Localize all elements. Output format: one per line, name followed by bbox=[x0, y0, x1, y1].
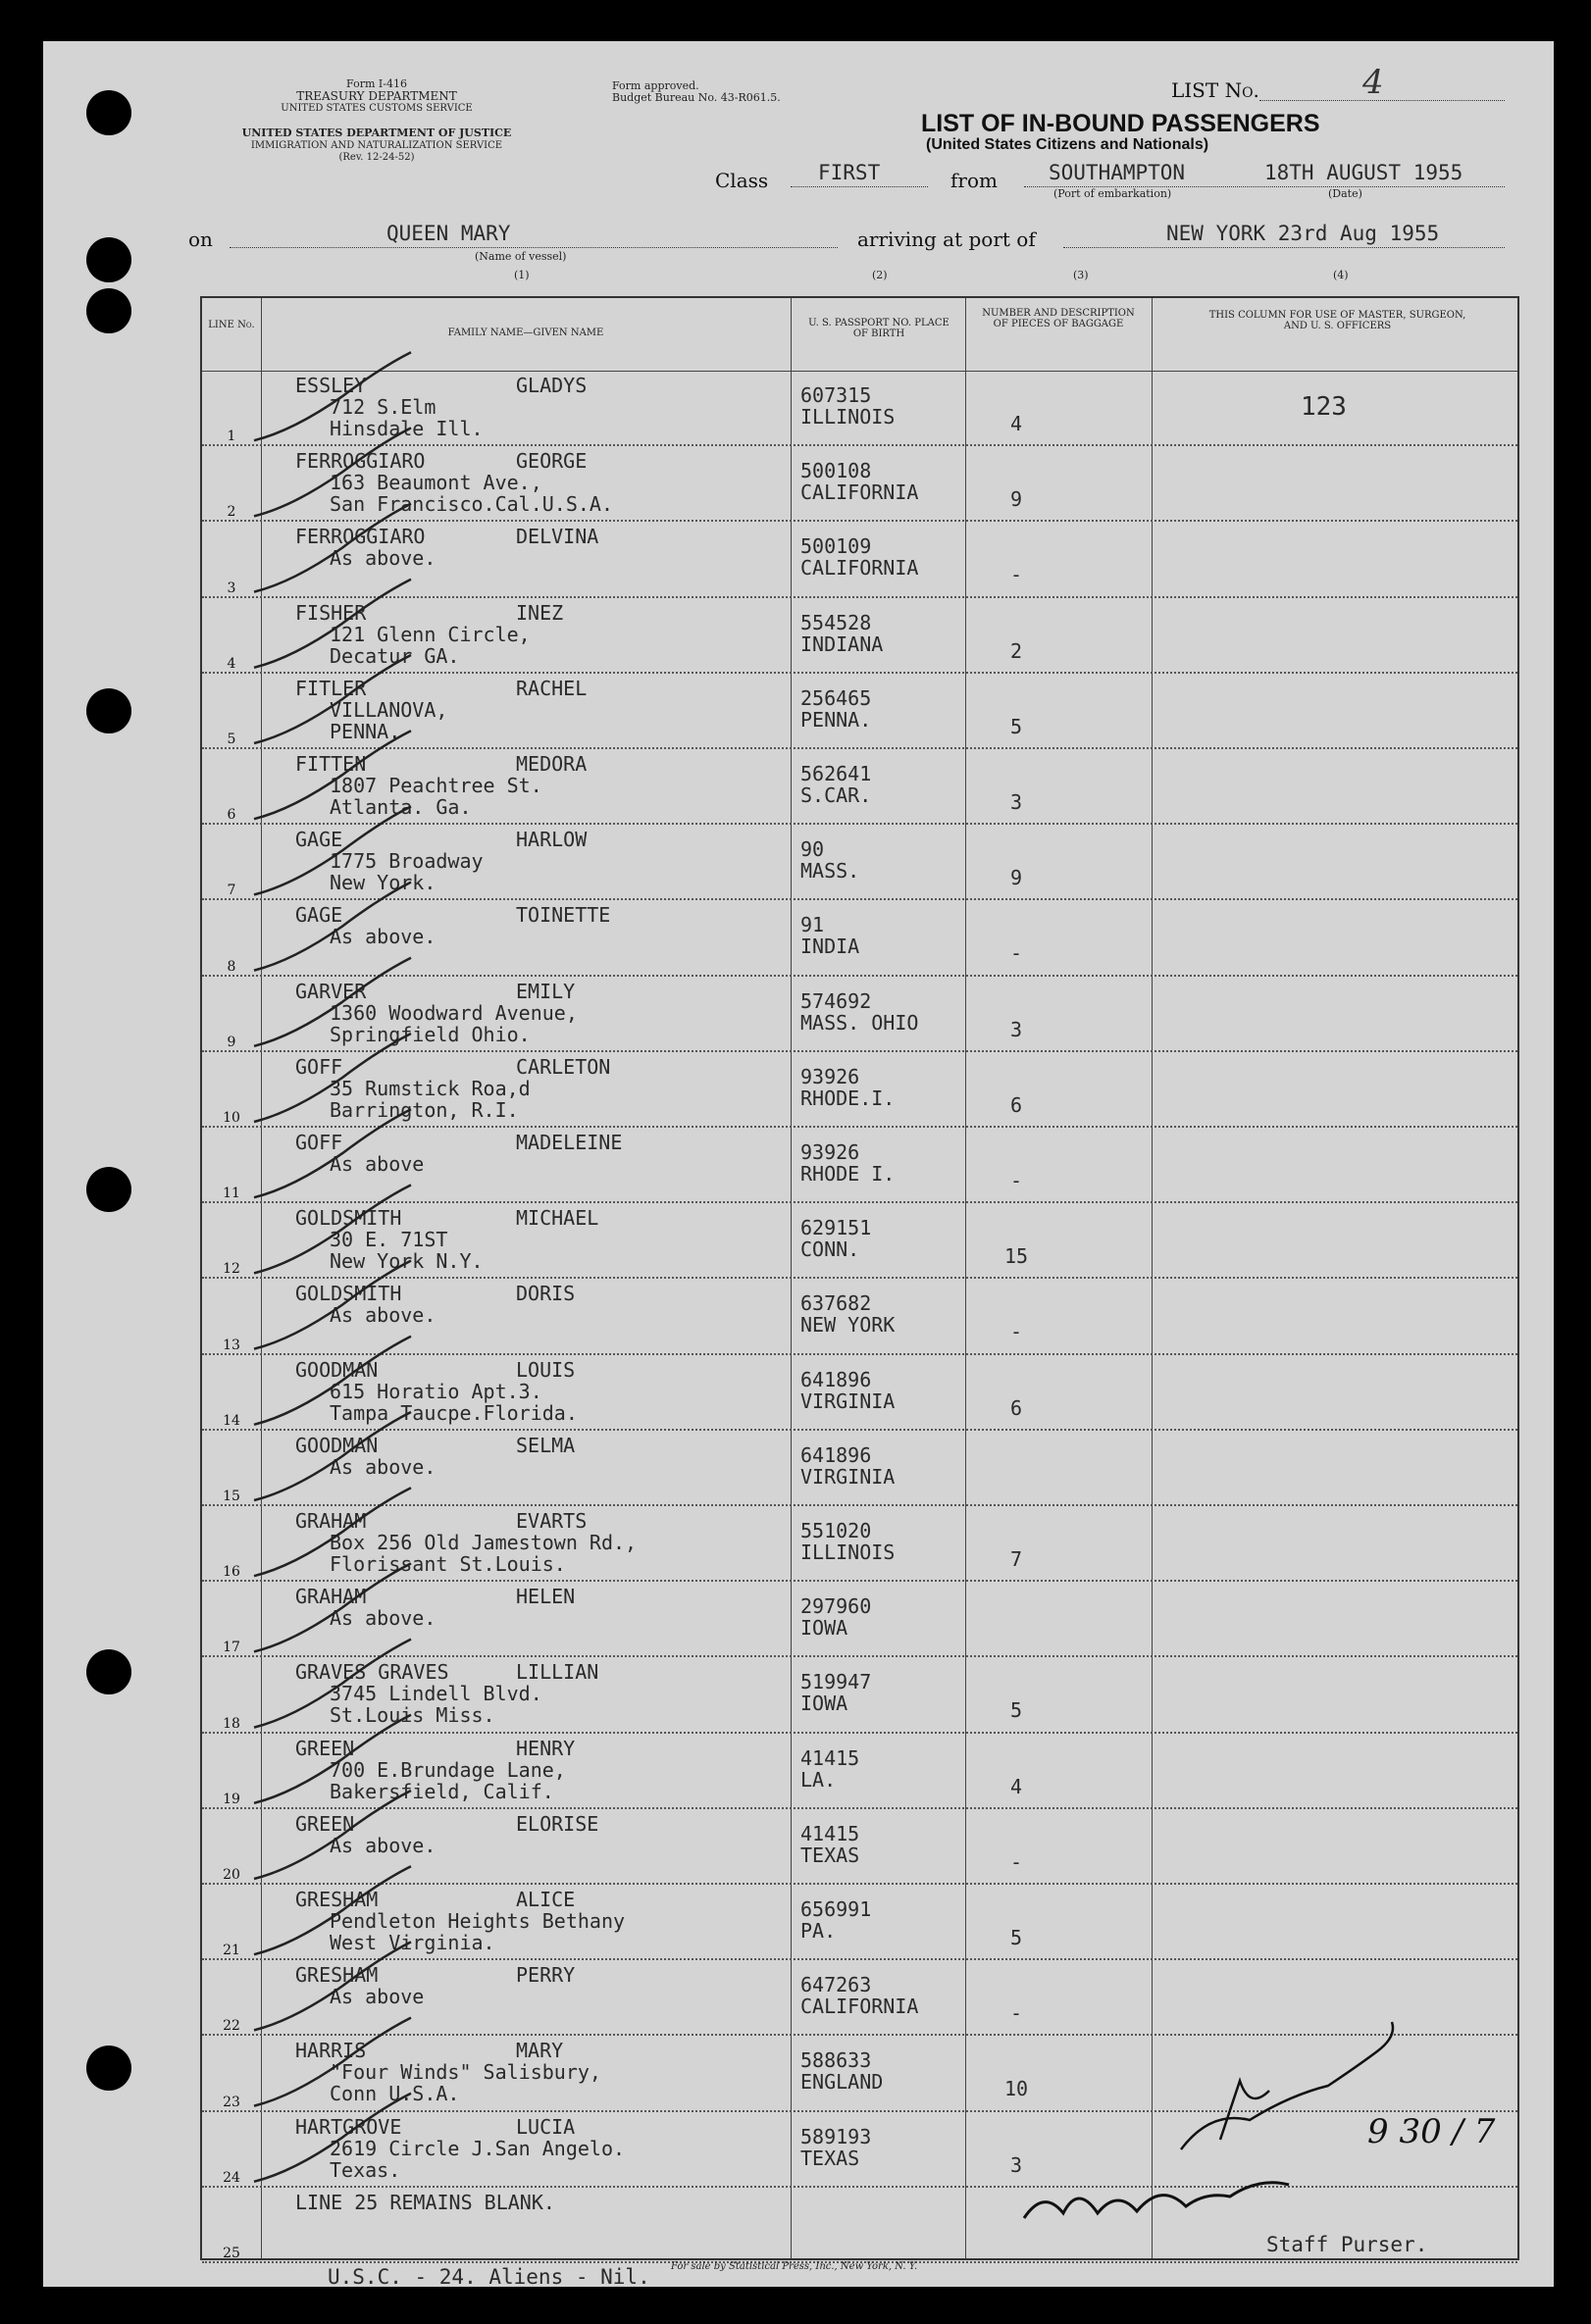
given-name: EMILY bbox=[516, 979, 576, 1003]
place-of-birth: PA. bbox=[800, 1919, 837, 1943]
address-line-1: 615 Horatio Apt.3. bbox=[330, 1379, 542, 1403]
baggage-count: 2 bbox=[1009, 638, 1023, 663]
table-row bbox=[202, 900, 1517, 976]
class-rule bbox=[791, 186, 928, 187]
line-number: 6 bbox=[227, 807, 236, 824]
place-of-birth: LA. bbox=[800, 1767, 837, 1792]
embarkation-value: SOUTHAMPTON bbox=[1049, 161, 1186, 184]
passport-number: 637682 bbox=[800, 1291, 872, 1316]
treasury-line: TREASURY DEPARTMENT bbox=[296, 89, 457, 103]
port-value: NEW YORK 23rd Aug 1955 bbox=[1166, 222, 1440, 245]
address-line-1: 35 Rumstick Roa,d bbox=[330, 1076, 531, 1100]
list-no-value: 4 bbox=[1362, 63, 1384, 102]
given-name: PERRY bbox=[516, 1963, 576, 1988]
passport-number: 500108 bbox=[800, 459, 872, 483]
passport-number: 588633 bbox=[800, 2048, 872, 2073]
table-row bbox=[202, 446, 1517, 522]
given-name: HARLOW bbox=[516, 828, 588, 852]
arriving-label: arriving at port of bbox=[857, 227, 1036, 251]
line-number: 15 bbox=[223, 1488, 240, 1504]
col-num-1: (1) bbox=[514, 269, 530, 281]
table-row bbox=[202, 2036, 1517, 2111]
given-name: TOINETTE bbox=[516, 903, 611, 928]
family-name: GOLDSMITH bbox=[295, 1206, 402, 1231]
officer-note: 123 bbox=[1301, 392, 1347, 422]
port-rule bbox=[1063, 247, 1505, 248]
line-number: 3 bbox=[227, 580, 236, 596]
given-name: MICHAEL bbox=[516, 1206, 599, 1231]
table-row bbox=[202, 674, 1517, 749]
passport-number: 41415 bbox=[800, 1745, 860, 1770]
family-name: GRAHAM bbox=[295, 1585, 367, 1609]
address-line-2: West Virginia. bbox=[330, 1931, 495, 1954]
place-of-birth: PENNA. bbox=[800, 707, 872, 732]
customs-line: UNITED STATES CUSTOMS SERVICE bbox=[281, 103, 473, 114]
address-line-2: Bakersfield, Calif. bbox=[330, 1779, 554, 1803]
address-line-1: As above bbox=[330, 1152, 425, 1176]
table-row bbox=[202, 1279, 1517, 1354]
manifest-page bbox=[43, 41, 1554, 2287]
place-of-birth: VIRGINIA bbox=[800, 1464, 896, 1489]
place-of-birth: CONN. bbox=[800, 1238, 860, 1262]
family-name: GAGE bbox=[295, 903, 343, 928]
baggage-count: - bbox=[1009, 1849, 1023, 1874]
baggage-count: 5 bbox=[1009, 1926, 1023, 1949]
col-name: FAMILY NAME—GIVEN NAME bbox=[447, 328, 604, 338]
address-line-1: 700 E.Brundage Lane, bbox=[330, 1757, 566, 1782]
line-number: 13 bbox=[223, 1337, 240, 1353]
line-number: 20 bbox=[223, 1866, 240, 1883]
given-name: DELVINA bbox=[516, 525, 599, 549]
passport-number: 574692 bbox=[800, 988, 872, 1013]
place-of-birth: RHODE I. bbox=[800, 1162, 896, 1186]
binder-hole bbox=[86, 1167, 131, 1212]
family-name: FITTEN bbox=[295, 752, 367, 776]
line-number: 1 bbox=[227, 429, 236, 445]
passport-number: 607315 bbox=[800, 383, 872, 407]
address-line-1: 121 Glenn Circle, bbox=[330, 622, 531, 646]
baggage-count: 4 bbox=[1009, 1774, 1023, 1798]
family-name: ESSLEY bbox=[295, 374, 367, 397]
place-of-birth: TEXAS bbox=[800, 1843, 860, 1867]
address-line-1: 2619 Circle J.San Angelo. bbox=[330, 2136, 626, 2160]
address-line-1: 3745 Lindell Blvd. bbox=[330, 1682, 542, 1706]
family-name: FITLER bbox=[295, 676, 367, 700]
ins-line: IMMIGRATION AND NATURALIZATION SERVICE bbox=[250, 140, 503, 151]
address-line-1: Pendleton Heights Bethany bbox=[330, 1909, 626, 1933]
table-row bbox=[202, 1506, 1517, 1582]
printer-note: For sale by Statistical Press, Inc., New York, N. Y. bbox=[671, 2261, 918, 2272]
address-line-1: 163 Beaumont Ave., bbox=[330, 471, 542, 495]
line-number: 11 bbox=[223, 1186, 240, 1202]
place-of-birth: TEXAS bbox=[800, 2146, 860, 2170]
place-of-birth: ILLINOIS bbox=[800, 405, 896, 429]
address-line-1: As above. bbox=[330, 1606, 436, 1631]
line-number: 17 bbox=[223, 1640, 240, 1656]
passenger-table bbox=[200, 296, 1519, 2260]
line-number: 14 bbox=[223, 1412, 240, 1429]
address-line-2: San Francisco.Cal.U.S.A. bbox=[330, 492, 613, 517]
family-name: GOODMAN bbox=[295, 1433, 379, 1457]
form-approved: Form approved. bbox=[612, 79, 699, 92]
family-name: GARVER bbox=[295, 979, 367, 1003]
class-label: Class bbox=[715, 169, 769, 192]
place-of-birth: ILLINOIS bbox=[800, 1541, 896, 1564]
rev-line: (Rev. 12-24-52) bbox=[338, 152, 415, 163]
address-line-2: Hinsdale Ill. bbox=[330, 417, 484, 440]
on-label: on bbox=[188, 227, 213, 251]
binder-hole bbox=[86, 288, 131, 333]
place-of-birth: MASS. OHIO bbox=[800, 1010, 919, 1035]
given-name: LUCIA bbox=[516, 2114, 576, 2139]
given-name: INEZ bbox=[516, 600, 564, 625]
passport-number: 629151 bbox=[800, 1216, 872, 1240]
address-line-1: 712 S.Elm bbox=[330, 395, 436, 419]
place-of-birth: IOWA bbox=[800, 1616, 848, 1641]
table-row bbox=[202, 522, 1517, 597]
baggage-count: 3 bbox=[1009, 1017, 1023, 1041]
table-row bbox=[202, 1355, 1517, 1431]
line-number: 10 bbox=[223, 1109, 240, 1126]
col-num-3: (3) bbox=[1073, 269, 1089, 281]
passport-number: 297960 bbox=[800, 1594, 872, 1619]
passport-number: 562641 bbox=[800, 762, 872, 785]
address-line-1: 30 E. 71ST bbox=[330, 1228, 448, 1252]
address-line-2: Tampa Taucpe.Florida. bbox=[330, 1400, 578, 1425]
place-of-birth: RHODE.I. bbox=[800, 1086, 896, 1110]
baggage-count: 10 bbox=[1003, 2077, 1029, 2101]
line-number: 25 bbox=[223, 2245, 240, 2261]
baggage-count: 5 bbox=[1009, 714, 1023, 738]
place-of-birth: S.CAR. bbox=[800, 783, 872, 807]
place-of-birth: CALIFORNIA bbox=[800, 480, 919, 505]
passport-number: 91 bbox=[800, 913, 825, 937]
passport-number: 647263 bbox=[800, 1973, 872, 1997]
col-officers: THIS COLUMN FOR USE OF MASTER, SURGEON, AND U. S. OFFICERS bbox=[1208, 310, 1466, 331]
address-line-2: Barrington, R.I. bbox=[330, 1097, 519, 1122]
vessel-caption: (Name of vessel) bbox=[475, 250, 567, 263]
budget-bureau: Budget Bureau No. 43-R061.5. bbox=[612, 91, 781, 104]
address-line-2: Decatur GA. bbox=[330, 643, 460, 668]
baggage-count: 5 bbox=[1009, 1698, 1023, 1723]
given-name: LILLIAN bbox=[516, 1660, 599, 1685]
given-name: DORIS bbox=[516, 1282, 576, 1306]
col-num-2: (2) bbox=[872, 269, 888, 281]
baggage-count: - bbox=[1009, 2001, 1023, 2026]
family-name: HARTGROVE bbox=[295, 2114, 402, 2139]
place-of-birth: INDIA bbox=[800, 935, 860, 959]
given-name: HENRY bbox=[516, 1736, 576, 1760]
line-number: 18 bbox=[223, 1715, 240, 1732]
table-row bbox=[202, 1657, 1517, 1733]
table-row bbox=[202, 1734, 1517, 1809]
baggage-count: 15 bbox=[1003, 1244, 1029, 1269]
class-value: FIRST bbox=[818, 161, 881, 184]
line-number: 19 bbox=[223, 1791, 240, 1807]
list-no-label: LIST No. bbox=[1171, 78, 1259, 102]
binder-hole bbox=[86, 90, 131, 135]
passport-number: 551020 bbox=[800, 1519, 872, 1542]
place-of-birth: MASS. bbox=[800, 859, 860, 884]
embark-rule bbox=[1024, 186, 1505, 187]
family-name: FERROGGIARO bbox=[295, 525, 426, 549]
address-line-2: St.Louis Miss. bbox=[330, 1703, 495, 1728]
table-row bbox=[202, 1431, 1517, 1506]
col-line-no: LINE No. bbox=[208, 320, 255, 330]
address-line-1: VILLANOVA, bbox=[330, 697, 448, 722]
given-name: MADELEINE bbox=[516, 1131, 623, 1154]
line-number: 23 bbox=[223, 2094, 240, 2110]
from-label: from bbox=[950, 169, 998, 192]
document-title: LIST OF IN-BOUND PASSENGERS bbox=[921, 110, 1320, 137]
family-name: GOFF bbox=[295, 1054, 343, 1079]
given-name: ELORISE bbox=[516, 1811, 599, 1836]
family-name: GRAVES GRAVES bbox=[295, 1660, 449, 1685]
document-subtitle: (United States Citizens and Nationals) bbox=[926, 136, 1209, 153]
line-number: 2 bbox=[227, 504, 236, 521]
address-line-1: As above. bbox=[330, 1454, 436, 1479]
family-name: FERROGGIARO bbox=[295, 449, 426, 474]
baggage-count: 7 bbox=[1009, 1547, 1023, 1571]
baggage-count: 4 bbox=[1009, 412, 1023, 435]
address-line-2: New York N.Y. bbox=[330, 1249, 484, 1274]
address-line-1: As above. bbox=[330, 546, 436, 571]
table-row bbox=[202, 1128, 1517, 1203]
given-name: GLADYS bbox=[516, 374, 588, 397]
family-name: GRESHAM bbox=[295, 1888, 379, 1911]
address-line-1: "Four Winds" Salisbury, bbox=[330, 2060, 601, 2085]
family-name: GOODMAN bbox=[295, 1357, 379, 1382]
footer-totals: U.S.C. - 24. Aliens - Nil. bbox=[328, 2265, 650, 2289]
place-of-birth: INDIANA bbox=[800, 632, 884, 656]
address-line-2: Springfield Ohio. bbox=[330, 1022, 531, 1046]
place-of-birth: CALIFORNIA bbox=[800, 556, 919, 581]
family-name: GOFF bbox=[295, 1131, 343, 1154]
family-name: GAGE bbox=[295, 828, 343, 852]
line-number: 8 bbox=[227, 958, 236, 975]
given-name: SELMA bbox=[516, 1433, 576, 1457]
line-number: 24 bbox=[223, 2169, 240, 2186]
family-name: GOLDSMITH bbox=[295, 1282, 402, 1306]
table-row bbox=[202, 825, 1517, 900]
given-name: MARY bbox=[516, 2039, 564, 2063]
baggage-count: 6 bbox=[1009, 1092, 1023, 1117]
col-baggage: NUMBER AND DESCRIPTION OF PIECES OF BAGGAGE bbox=[982, 308, 1135, 329]
given-name: ALICE bbox=[516, 1888, 576, 1911]
table-row bbox=[202, 2112, 1517, 2188]
vessel-value: QUEEN MARY bbox=[386, 222, 511, 245]
table-row bbox=[202, 749, 1517, 825]
passport-number: 256465 bbox=[800, 685, 872, 710]
place-of-birth: NEW YORK bbox=[800, 1313, 896, 1338]
family-name: GRAHAM bbox=[295, 1509, 367, 1533]
baggage-count: 6 bbox=[1009, 1395, 1023, 1420]
baggage-count: - bbox=[1009, 1169, 1023, 1192]
binder-hole bbox=[86, 688, 131, 733]
family-name: GREEN bbox=[295, 1736, 355, 1760]
baggage-count: 3 bbox=[1009, 790, 1023, 814]
col-num-4: (4) bbox=[1333, 269, 1349, 281]
address-line-2: PENNA. bbox=[330, 719, 401, 743]
family-name: FISHER bbox=[295, 600, 367, 625]
family-name: GREEN bbox=[295, 1811, 355, 1836]
place-of-birth: CALIFORNIA bbox=[800, 1995, 919, 2019]
baggage-count: 9 bbox=[1009, 487, 1023, 512]
binder-hole bbox=[86, 1649, 131, 1694]
binder-hole bbox=[86, 2046, 131, 2091]
form-number: Form I-416 bbox=[346, 77, 407, 90]
passport-number: 519947 bbox=[800, 1670, 872, 1694]
address-line-2: Conn U.S.A. bbox=[330, 2082, 460, 2106]
baggage-count: 9 bbox=[1009, 866, 1023, 890]
address-line-1: As above. bbox=[330, 1303, 436, 1328]
passport-number: 500109 bbox=[800, 534, 872, 559]
line-number: 7 bbox=[227, 883, 236, 899]
family-name: LINE 25 REMAINS BLANK. bbox=[295, 2190, 555, 2214]
passport-number: 641896 bbox=[800, 1442, 872, 1467]
address-line-1: 1360 Woodward Avenue, bbox=[330, 1000, 578, 1025]
baggage-count: - bbox=[1009, 1320, 1023, 1344]
passport-number: 93926 bbox=[800, 1140, 860, 1164]
place-of-birth: VIRGINIA bbox=[800, 1389, 896, 1413]
table-row bbox=[202, 1203, 1517, 1279]
given-name: LOUIS bbox=[516, 1357, 576, 1382]
address-line-1: As above. bbox=[330, 1833, 436, 1857]
address-line-1: 1807 Peachtree St. bbox=[330, 774, 542, 797]
address-line-2: Atlanta. Ga. bbox=[330, 795, 472, 819]
embarkation-caption: (Port of embarkation) bbox=[1053, 187, 1172, 200]
address-line-2: New York. bbox=[330, 871, 436, 895]
passport-number: 641896 bbox=[800, 1367, 872, 1391]
line-number: 21 bbox=[223, 1943, 240, 1959]
line-number: 12 bbox=[223, 1261, 240, 1278]
given-name: EVARTS bbox=[516, 1509, 588, 1533]
given-name: HELEN bbox=[516, 1585, 576, 1609]
col-passport: U. S. PASSPORT NO. PLACE OF BIRTH bbox=[808, 318, 949, 339]
passport-number: 656991 bbox=[800, 1897, 872, 1921]
given-name: MEDORA bbox=[516, 752, 588, 776]
passport-number: 554528 bbox=[800, 610, 872, 634]
date-caption: (Date) bbox=[1328, 187, 1362, 200]
line-number: 5 bbox=[227, 731, 236, 747]
table-row bbox=[202, 1052, 1517, 1128]
table-row bbox=[202, 1809, 1517, 1885]
passport-number: 93926 bbox=[800, 1064, 860, 1088]
address-line-1: As above. bbox=[330, 925, 436, 949]
table-row bbox=[202, 977, 1517, 1052]
binder-hole bbox=[86, 237, 131, 282]
family-name: HARRIS bbox=[295, 2039, 367, 2063]
vessel-rule bbox=[230, 247, 838, 248]
date-value: 18TH AUGUST 1955 bbox=[1264, 161, 1463, 184]
table-row bbox=[202, 1885, 1517, 1960]
line-number: 22 bbox=[223, 2018, 240, 2035]
passport-number: 589193 bbox=[800, 2124, 872, 2148]
given-name: RACHEL bbox=[516, 676, 588, 700]
passport-number: 41415 bbox=[800, 1821, 860, 1845]
address-line-2: Texas. bbox=[330, 2157, 401, 2182]
passport-number: 90 bbox=[800, 837, 825, 862]
address-line-1: Box 256 Old Jamestown Rd., bbox=[330, 1531, 638, 1554]
family-name: GRESHAM bbox=[295, 1963, 379, 1988]
table-row bbox=[202, 598, 1517, 674]
address-line-1: As above bbox=[330, 1985, 425, 2009]
place-of-birth: IOWA bbox=[800, 1692, 848, 1716]
place-of-birth: ENGLAND bbox=[800, 2070, 884, 2095]
doj-line: UNITED STATES DEPARTMENT OF JUSTICE bbox=[241, 126, 512, 139]
line-number: 16 bbox=[223, 1564, 240, 1581]
baggage-count: - bbox=[1009, 563, 1023, 587]
address-line-2: Florissant St.Louis. bbox=[330, 1552, 566, 1576]
baggage-count: - bbox=[1009, 941, 1023, 966]
table-row bbox=[202, 1960, 1517, 2036]
line-number: 9 bbox=[227, 1034, 236, 1050]
line-number: 4 bbox=[227, 655, 236, 672]
baggage-count: 3 bbox=[1009, 2152, 1023, 2177]
handwritten-tally: 9 30 / 7 bbox=[1367, 2112, 1496, 2151]
list-no-rule bbox=[1259, 100, 1505, 101]
table-row bbox=[202, 1582, 1517, 1657]
given-name: CARLETON bbox=[516, 1054, 611, 1079]
address-line-1: 1775 Broadway bbox=[330, 849, 484, 874]
purser-label: Staff Purser. bbox=[1266, 2233, 1428, 2256]
given-name: GEORGE bbox=[516, 449, 588, 474]
